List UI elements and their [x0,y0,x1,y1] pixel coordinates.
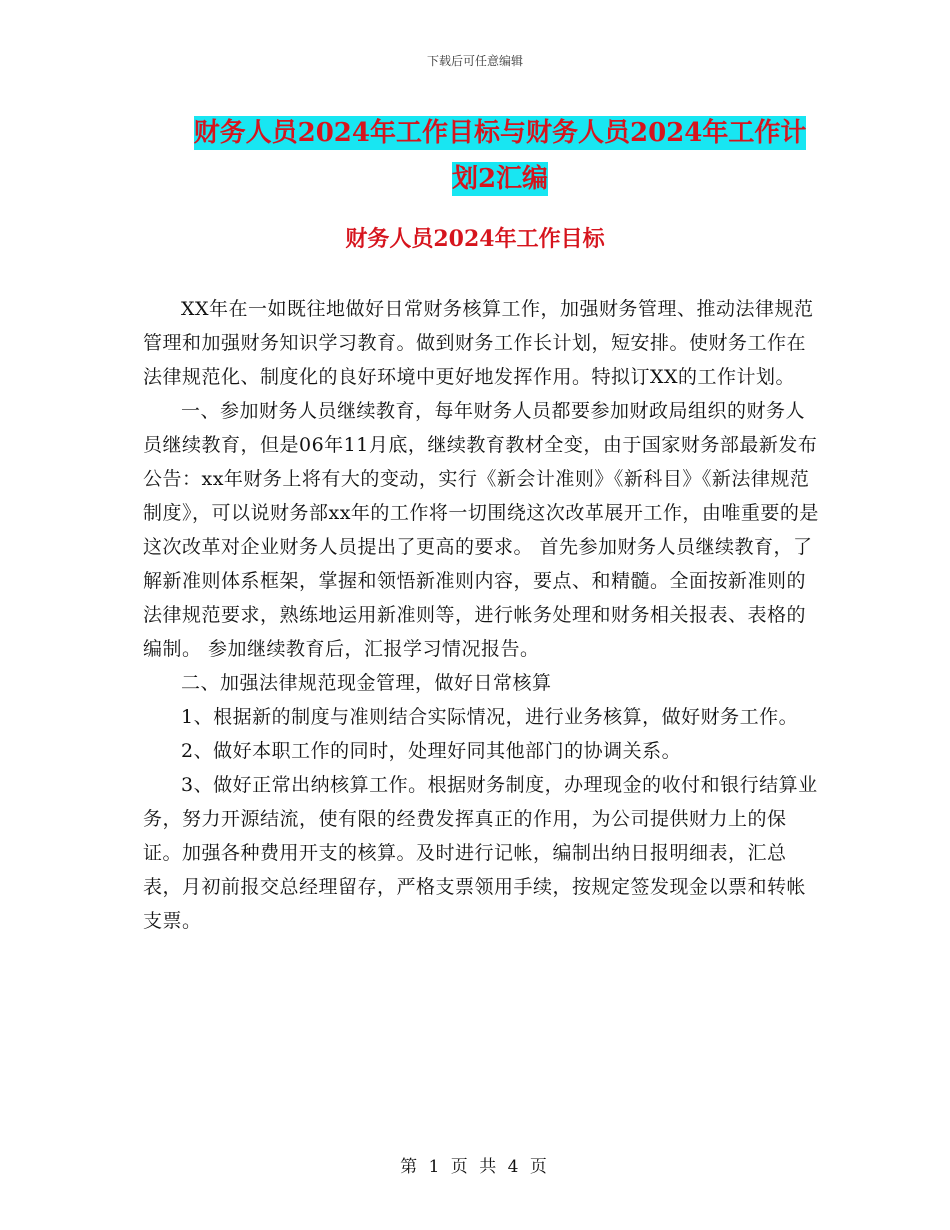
page-number-footer: 第 1 页 共 4 页 [400,1157,550,1177]
document-title-line-2: 划2汇编 [451,164,549,194]
document-title [140,110,860,202]
body-text [143,292,823,938]
document-title-line-1: 财务人员2024年工作目标与财务人员2024年工作计 [193,118,807,148]
paragraph-1: XX年在一如既往地做好日常财务核算工作，加强财务管理、推动法律规范管理和加强财务知识学习教育。做到财务工作长计划，短安排。使财务工作在法律规范化、制度化的良好环境中更好地发挥作用。特拟订XX的工作计划。 [143,298,814,388]
paragraph-3: 二、加强法律规范现金管理，做好日常核算 [181,672,552,694]
header-note: 下载后可任意编辑 [426,54,523,68]
paragraph-6: 3、做好正常出纳核算工作。根据财务制度，办理现金的收付和银行结算业务，努力开源结流，使有限的经费发挥真正的作用，为公司提供财力上的保证。加强各种费用开支的核算。及时进行记帐，编制出纳日报明细表，汇总表，月初前报交总经理留存，严格支票领用手续，按规定签发现金以票和转帐支票。 [143,774,818,932]
paragraph-4: 1、根据新的制度与准则结合实际情况，进行业务核算，做好财务工作。 [181,706,799,728]
paragraph-5: 2、做好本职工作的同时，处理好同其他部门的协调关系。 [181,740,682,762]
section-title: 财务人员2024年工作目标 [345,226,605,252]
paragraph-2: 一、参加财务人员继续教育，每年财务人员都要参加财政局组织的财务人员继续教育，但是06年11月底，继续教育教材全变，由于国家财务部最新发布公告：xx年财务上将有大的变动，实行《新会计准则》《新科目》《新法律规范制度》，可以说财务部xx年的工作将一切围绕这次改革展开工作，由唯重要的是这次改革对企业财务人员提出了更高的要求。 首先参加财务人员继续教育，了解新准则体系框架，掌握和领悟新准则内容，要点、和精髓。全面按新准则的法律规范要求，熟练地运用新准则等，进行帐务处理和财务相关报表、表格的编制。 参加继续教育后，汇报学习情况报告。 [143,400,819,660]
